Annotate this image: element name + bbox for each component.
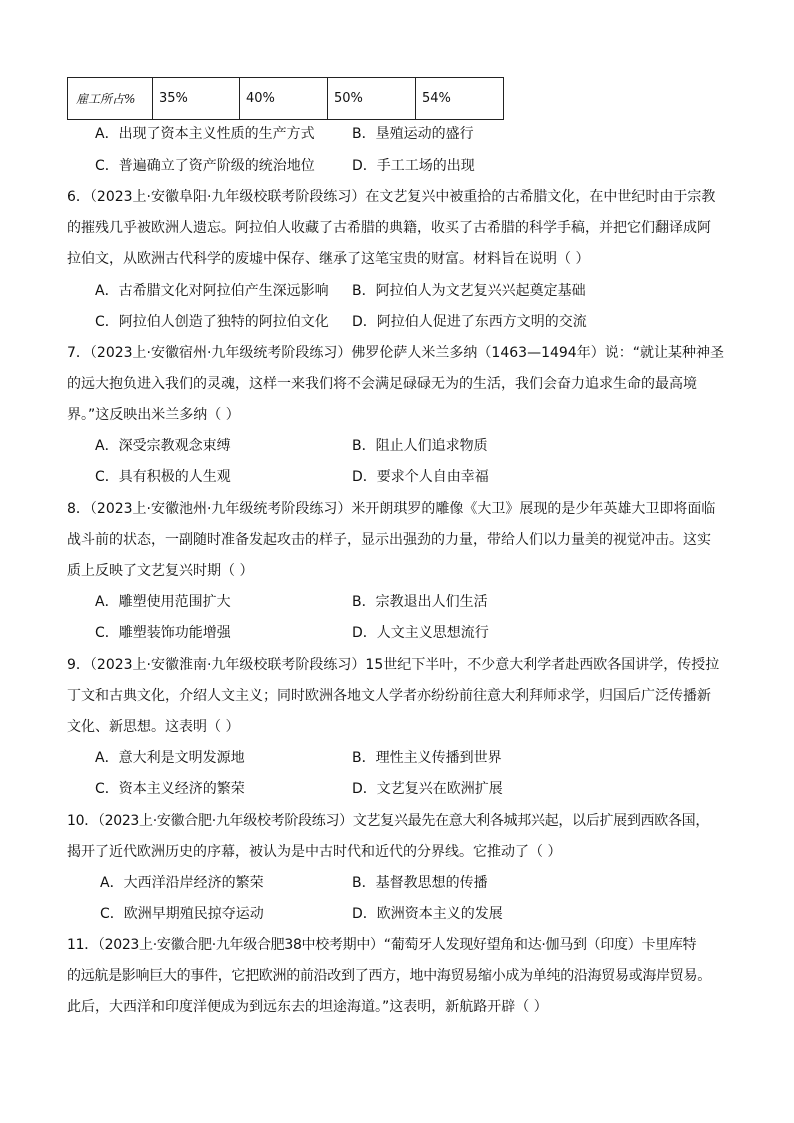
q9-stem-line: 文化、新思想。这表明（ ）	[67, 719, 240, 735]
q10-stem-line: 10．（2023上·安徽合肥·九年级校考阶段练习）文艺复兴最先在意大利各城邦兴起，以后扩展到西欧各国，	[67, 813, 710, 829]
q6-stem-line: 的摧残几乎被欧洲人遗忘。阿拉伯人收藏了古希腊的典籍，收买了古希腊的科学手稿，并把它们翻译成阿	[67, 220, 711, 236]
q9-option-b[interactable]: B．理性主义传播到世界	[352, 750, 502, 766]
table-row-label: 雇工所占%	[68, 78, 153, 120]
table-cell: 54%	[416, 78, 504, 120]
q8-stem-line: 8．（2023上·安徽池州·九年级统考阶段练习）米开朗琪罗的雕像《大卫》展现的是少年英雄大卫即将面临	[67, 501, 716, 517]
q10-option-a[interactable]: A．大西洋沿岸经济的繁荣	[100, 875, 264, 891]
q7-stem-line: 7．（2023上·安徽宿州·九年级统考阶段练习）佛罗伦萨人米兰多纳（1463—1494年）说：“就让某种神圣	[67, 345, 724, 361]
q5-option-c[interactable]: C．普遍确立了资产阶级的统治地位	[95, 158, 315, 174]
q10-stem-line: 揭开了近代欧洲历史的序幕，被认为是中古时代和近代的分界线。它推动了（ ）	[67, 844, 562, 860]
q5-option-d[interactable]: D．手工工场的出现	[352, 158, 475, 174]
q11-stem-line: 11．（2023上·安徽合肥·九年级合肥38中校考期中）“葡萄牙人发现好望角和达·伽马到（印度）卡里库特	[67, 937, 697, 953]
q9-option-a[interactable]: A．意大利是文明发源地	[95, 750, 245, 766]
table-cell: 50%	[328, 78, 416, 120]
table-row	[68, 78, 504, 120]
table-cell: 40%	[240, 78, 328, 120]
q9-stem-line: 丁文和古典文化，介绍人文主义；同时欧洲各地文人学者亦纷纷前往意大利拜师求学，归国后广泛传播新	[67, 688, 711, 704]
q7-stem-line: 界。”这反映出米兰多纳（ ）	[67, 407, 240, 423]
q10-option-b[interactable]: B．基督教思想的传播	[352, 875, 488, 891]
q6-option-c[interactable]: C．阿拉伯人创造了独特的阿拉伯文化	[95, 314, 329, 330]
q8-option-a[interactable]: A．雕塑使用范围扩大	[95, 594, 231, 610]
table-cell: 35%	[153, 78, 240, 120]
q9-stem-line: 9．（2023上·安徽淮南·九年级校联考阶段练习）15世纪下半叶，不少意大利学者赴西欧各国讲学，传授拉	[67, 657, 720, 673]
q7-option-b[interactable]: B．阻止人们追求物质	[352, 438, 488, 454]
q7-stem-line: 的远大抱负进入我们的灵魂，这样一来我们将不会满足碌碌无为的生活，我们会奋力追求生命的最高境	[67, 376, 697, 392]
q6-option-a[interactable]: A．古希腊文化对阿拉伯产生深远影响	[95, 283, 329, 299]
q9-option-c[interactable]: C．资本主义经济的繁荣	[95, 781, 245, 797]
data-table	[67, 77, 504, 120]
q11-stem-line: 此后，大西洋和印度洋便成为到远东去的坦途海道。”这表明，新航路开辟（ ）	[67, 999, 548, 1015]
q9-option-d[interactable]: D．文艺复兴在欧洲扩展	[352, 781, 503, 797]
q8-option-b[interactable]: B．宗教退出人们生活	[352, 594, 488, 610]
q10-option-c[interactable]: C．欧洲早期殖民掠夺运动	[100, 906, 264, 922]
q6-stem-line: 6．（2023上·安徽阜阳·九年级校联考阶段练习）在文艺复兴中被重拾的古希腊文化，在中世纪时由于宗教	[67, 189, 716, 205]
q8-option-d[interactable]: D．人文主义思想流行	[352, 625, 489, 641]
q6-option-b[interactable]: B．阿拉伯人为文艺复兴兴起奠定基础	[352, 283, 586, 299]
q7-option-c[interactable]: C．具有积极的人生观	[95, 469, 231, 485]
q6-option-d[interactable]: D．阿拉伯人促进了东西方文明的交流	[352, 314, 587, 330]
q8-stem-line: 质上反映了文艺复兴时期（ ）	[67, 563, 254, 579]
q5-option-a[interactable]: A．出现了资本主义性质的生产方式	[95, 126, 315, 142]
q10-option-d[interactable]: D．欧洲资本主义的发展	[352, 906, 503, 922]
q7-option-d[interactable]: D．要求个人自由幸福	[352, 469, 489, 485]
q6-stem-line: 拉伯文，从欧洲古代科学的废墟中保存、继承了这笔宝贵的财富。材料旨在说明（ ）	[67, 251, 590, 267]
q5-option-b[interactable]: B．垦殖运动的盛行	[352, 126, 474, 142]
q8-option-c[interactable]: C．雕塑装饰功能增强	[95, 625, 231, 641]
q7-option-a[interactable]: A．深受宗教观念束缚	[95, 438, 231, 454]
q8-stem-line: 战斗前的状态，一副随时准备发起攻击的样子，显示出强劲的力量，带给人们以力量美的视觉冲击。这实	[67, 532, 711, 548]
q11-stem-line: 的远航是影响巨大的事件，它把欧洲的前沿改到了西方，地中海贸易缩小成为单纯的沿海贸易或海岸贸易。	[67, 968, 711, 984]
